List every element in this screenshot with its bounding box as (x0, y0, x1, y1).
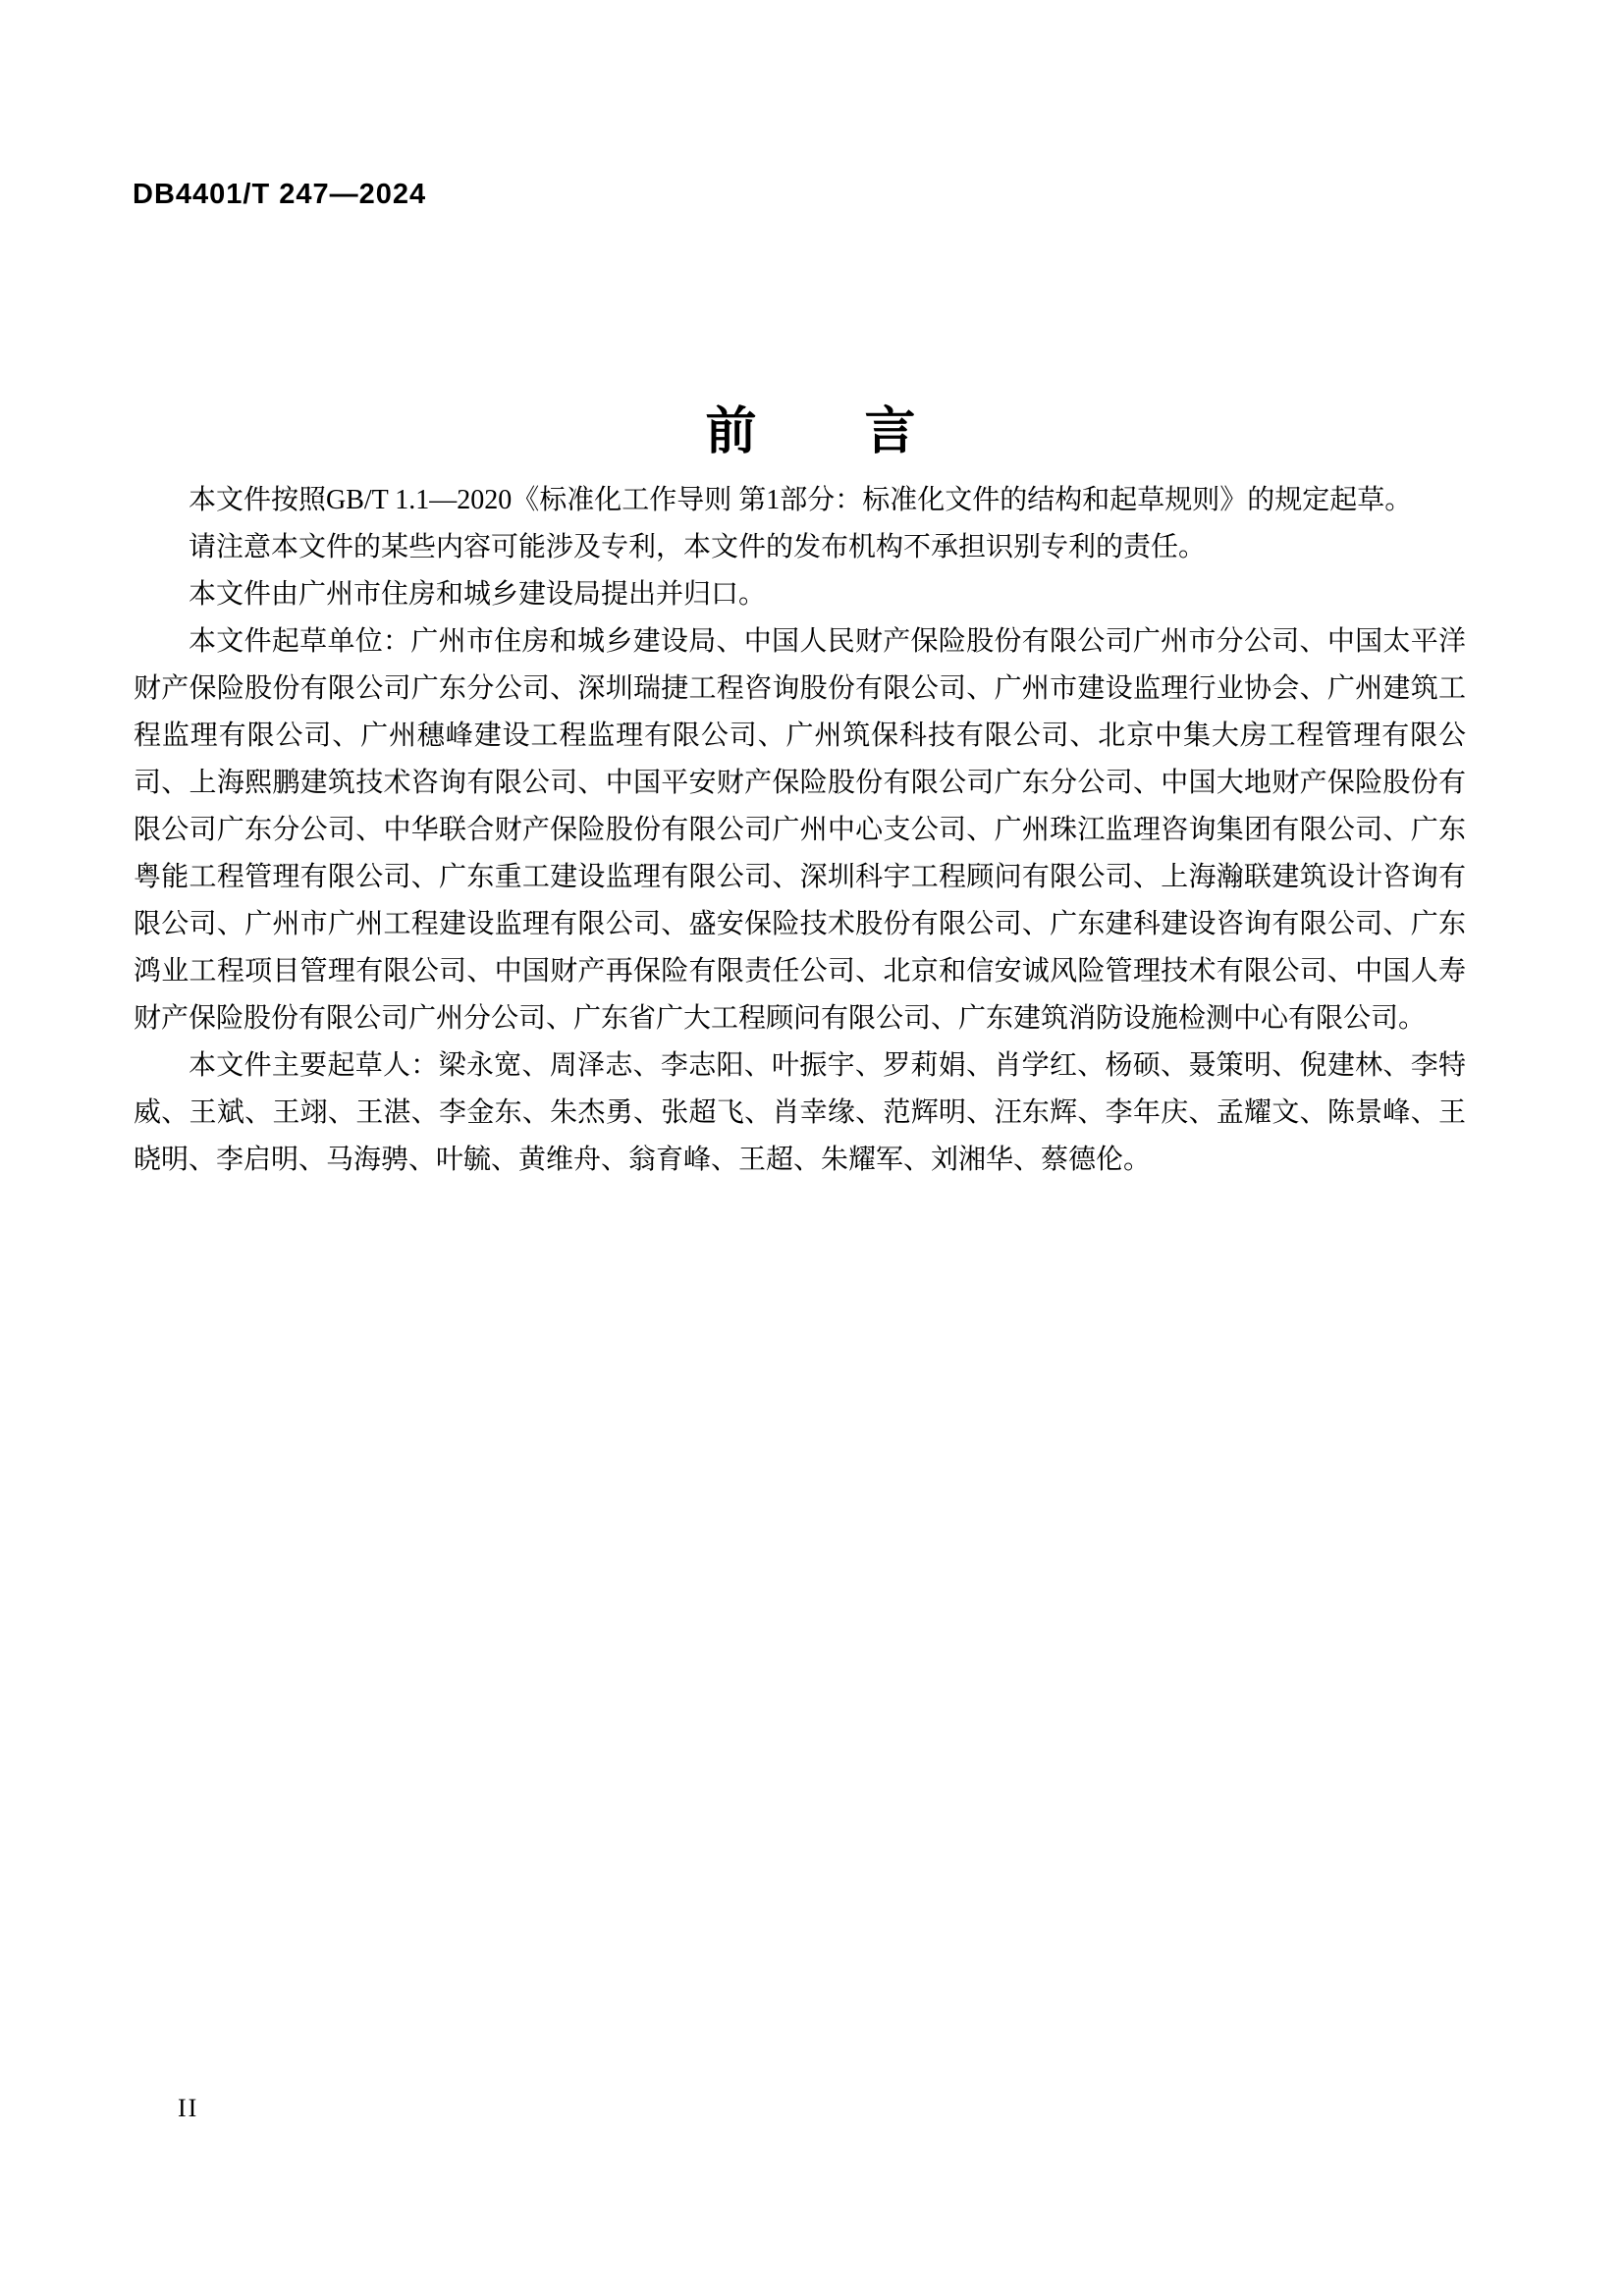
paragraph-main-drafters: 本文件主要起草人：梁永宽、周泽志、李志阳、叶振宇、罗莉娟、肖学红、杨硕、聂策明、倪建林、李特威、王斌、王翊、王湛、李金东、朱杰勇、张超飞、肖幸缘、范辉明、汪东辉、李年庆、孟耀文、陈景峰、王晓明、李启明、马海骋、叶毓、黄维舟、翁育峰、王超、朱耀军、刘湘华、蔡德伦。 (134, 1050, 1466, 1175)
paragraph-drafting-organizations: 本文件起草单位：广州市住房和城乡建设局、中国人民财产保险股份有限公司广州市分公司、中国太平洋财产保险股份有限公司广东分公司、深圳瑞捷工程咨询股份有限公司、广州市建设监理行业协会、广州建筑工程监理有限公司、广州穗峰建设工程监理有限公司、广州筑保科技有限公司、北京中集大房工程管理有限公司、上海熙鹏建筑技术咨询有限公司、中国平安财产保险股份有限公司广东分公司、中国大地财产保险股份有限公司广东分公司、中华联合财产保险股份有限公司广州中心支公司、广州珠江监理咨询集团有限公司、广东粤能工程管理有限公司、广东重工建设监理有限公司、深圳科宇工程顾问有限公司、上海瀚联建筑设计咨询有限公司、广州市广州工程建设监理有限公司、盛安保险技术股份有限公司、广东建科建设咨询有限公司、广东鸿业工程项目管理有限公司、中国财产再保险有限责任公司、北京和信安诚风险管理技术有限公司、中国人寿财产保险股份有限公司广州分公司、广东省广大工程顾问有限公司、广东建筑消防设施检测中心有限公司。 (134, 626, 1466, 1034)
paragraph-drafting-rules: 本文件按照GB/T 1.1—2020《标准化工作导则 第1部分：标准化文件的结构和起草规则》的规定起草。 (189, 485, 1413, 515)
paragraph-proposing-authority: 本文件由广州市住房和城乡建设局提出并归口。 (189, 579, 767, 610)
paragraph-patent-notice: 请注意本文件的某些内容可能涉及专利，本文件的发布机构不承担识别专利的责任。 (189, 532, 1207, 562)
standard-number: DB4401/T 247—2024 (133, 179, 427, 210)
foreword-title: 前 言 (705, 402, 918, 460)
page-number: II (178, 2094, 199, 2122)
foreword-body (134, 477, 1466, 1184)
